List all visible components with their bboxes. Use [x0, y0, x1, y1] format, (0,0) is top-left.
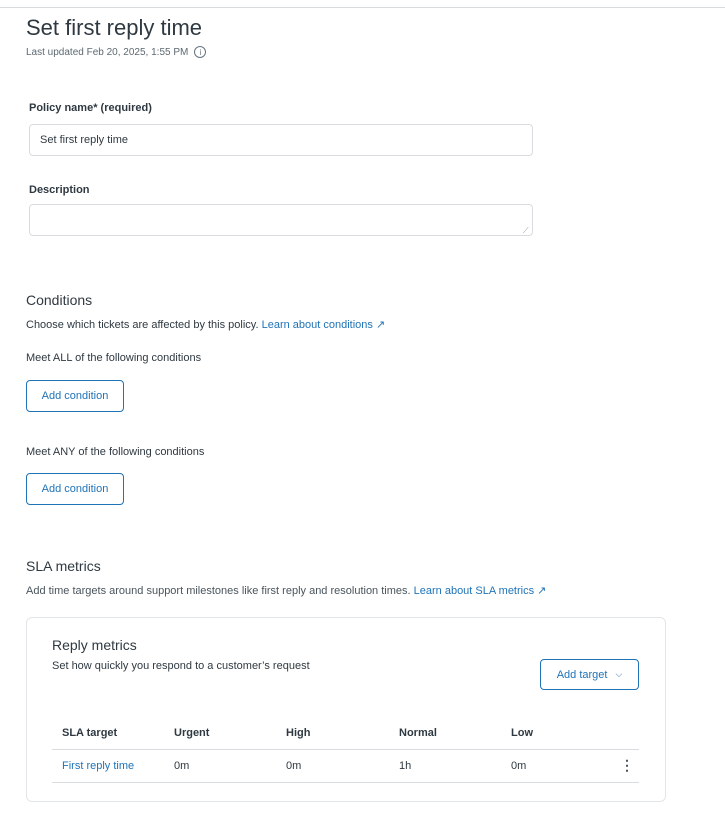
- resize-handle-icon[interactable]: ⟋: [523, 226, 529, 235]
- sla-heading: SLA metrics: [26, 558, 101, 574]
- high-value: 0m: [286, 760, 302, 772]
- col-low: Low: [511, 727, 533, 739]
- page-title: Set first reply time: [26, 15, 203, 40]
- conditions-subtitle: [26, 318, 385, 331]
- sla-subtitle-text: Add time targets around support milestones like first reply and resolution times.: [26, 585, 411, 597]
- learn-conditions-link[interactable]: Learn about conditions: [261, 319, 373, 331]
- add-condition-any-button[interactable]: Add condition: [26, 473, 124, 505]
- meet-any-label: Meet ANY of the following conditions: [26, 446, 205, 458]
- low-value: 0m: [511, 760, 527, 772]
- first-reply-time-link[interactable]: First reply time: [62, 760, 135, 772]
- conditions-subtitle-text: Choose which tickets are affected by this policy.: [26, 319, 259, 331]
- normal-value: 1h: [399, 760, 412, 772]
- info-icon[interactable]: i: [194, 46, 206, 58]
- col-high: High: [286, 727, 311, 739]
- sla-subtitle: [26, 584, 546, 597]
- col-normal: Normal: [399, 727, 437, 739]
- col-sla-target: SLA target: [62, 727, 118, 739]
- table-row-divider: [52, 782, 639, 783]
- conditions-heading: Conditions: [26, 292, 93, 308]
- external-link-icon: ↗: [372, 319, 386, 331]
- meet-all-label: Meet ALL of the following conditions: [26, 352, 202, 364]
- description-textarea[interactable]: [29, 204, 533, 236]
- last-updated: [26, 46, 206, 58]
- description-label: Description: [29, 184, 90, 196]
- reply-metrics-subtitle: Set how quickly you respond to a customer’s request: [52, 660, 310, 672]
- external-link-icon: ↗: [534, 585, 547, 597]
- col-urgent: Urgent: [174, 727, 210, 739]
- policy-name-input[interactable]: Set first reply time: [29, 124, 533, 156]
- top-divider: [0, 7, 725, 8]
- table-header-divider: [52, 749, 639, 750]
- last-updated-text: Last updated Feb 20, 2025, 1:55 PM: [26, 46, 189, 58]
- add-condition-all-button[interactable]: Add condition: [26, 380, 124, 412]
- learn-sla-link[interactable]: Learn about SLA metrics: [413, 585, 535, 597]
- add-target-button[interactable]: [540, 659, 639, 690]
- urgent-value: 0m: [174, 760, 190, 772]
- add-target-label: Add target: [556, 668, 608, 681]
- more-options-icon[interactable]: ⋮: [620, 757, 634, 773]
- reply-metrics-title: Reply metrics: [52, 637, 137, 653]
- chevron-down-icon: ⌵: [615, 669, 623, 679]
- policy-name-label: Policy name* (required): [29, 102, 152, 114]
